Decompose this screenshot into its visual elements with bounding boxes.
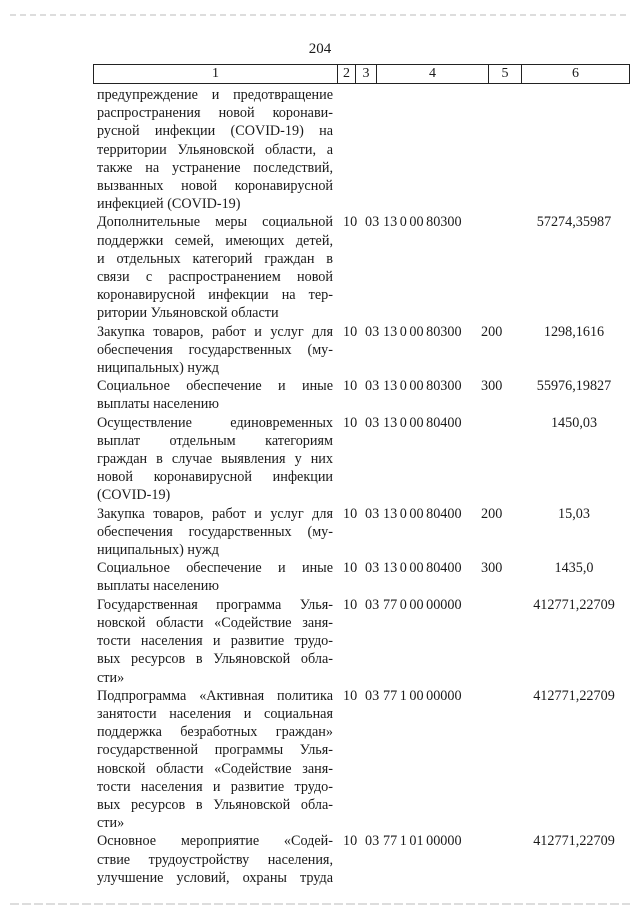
expense-type-code: 200	[481, 323, 503, 340]
section-code: 10	[343, 687, 358, 704]
row-description	[97, 377, 333, 413]
description-line: Подпрограмма «Активная политика	[97, 687, 333, 704]
section-code: 10	[343, 560, 358, 577]
description-line: выплаты населению	[97, 578, 219, 595]
header-col-6: 6	[572, 66, 579, 81]
row-description	[97, 86, 333, 213]
description-line: также на устранение последствий,	[97, 159, 333, 176]
subsection-code: 03	[365, 323, 380, 340]
subsection-code: 03	[365, 414, 380, 431]
description-line: русной инфекции (COVID-19) на	[97, 123, 333, 140]
header-col-5: 5	[489, 65, 522, 83]
description-line: сти»	[97, 815, 125, 832]
row-description	[97, 213, 333, 322]
description-line: улучшение условий, охраны труда	[97, 869, 333, 886]
description-line: Социальное обеспечение и иные	[97, 560, 333, 577]
description-line: обеспечения государственных (му-	[97, 523, 333, 540]
subsection-code: 03	[365, 687, 380, 704]
description-line: ствие трудоустройству населения,	[97, 851, 333, 868]
description-line: Государственная программа Улья-	[97, 596, 333, 613]
subsection-code: 03	[365, 214, 380, 231]
amount: 1435,0	[554, 560, 594, 577]
row-description	[97, 559, 333, 595]
section-code: 10	[343, 414, 358, 431]
description-line: ниципальных) нужд	[97, 360, 219, 377]
description-line: коронавирусной инфекции на тер-	[97, 287, 333, 304]
description-line: тости населения и развитие трудо-	[97, 778, 333, 795]
amount: 412771,22709	[533, 687, 615, 704]
subsection-code: 03	[365, 560, 380, 577]
description-line: территории Ульяновской области, а	[97, 141, 333, 158]
description-line: ниципальных) нужд	[97, 542, 219, 559]
scan-edge-top	[0, 4, 640, 6]
table-row	[97, 687, 632, 833]
table-row	[97, 86, 632, 213]
description-line: инфекцией (COVID-19)	[97, 196, 241, 213]
description-line: связи с распространением новой	[97, 269, 333, 286]
subsection-code: 03	[365, 596, 380, 613]
description-line: Закупка товаров, работ и услуг для	[97, 505, 333, 522]
target-article-code: 13 0 00 80300	[383, 323, 462, 340]
description-line: тости населения и развитие трудо-	[97, 633, 333, 650]
section-code: 10	[343, 323, 358, 340]
description-line: предупреждение и предотвращение	[97, 87, 333, 103]
description-line: вых ресурсов в Ульяновской обла-	[97, 796, 333, 813]
table-row	[97, 377, 632, 413]
amount: 15,03	[558, 505, 590, 522]
table-body	[97, 86, 632, 887]
description-line: вызванных новой коронавирусной	[97, 178, 333, 195]
table-row	[97, 414, 632, 505]
section-code: 10	[343, 505, 358, 522]
header-col-4: 4	[377, 65, 489, 83]
row-description	[97, 505, 333, 560]
description-line: обеспечения государственных (му-	[97, 341, 333, 358]
row-description	[97, 596, 333, 687]
description-line: новой коронавирусной инфекции	[97, 469, 333, 486]
description-line: поддержки семей, имеющих детей,	[97, 232, 333, 249]
description-line: Основное мероприятие «Содей-	[97, 833, 333, 850]
description-line: (COVID-19)	[97, 487, 171, 504]
amount: 55976,19827	[536, 378, 612, 395]
subsection-code: 03	[365, 378, 380, 395]
table-row	[97, 505, 632, 560]
section-code: 10	[343, 378, 358, 395]
target-article-code: 77 1 00 00000	[383, 687, 462, 704]
amount: 412771,22709	[533, 596, 615, 613]
target-article-code: 13 0 00 80400	[383, 505, 462, 522]
description-line: Осуществление единовременных	[97, 414, 333, 431]
table-row	[97, 832, 632, 887]
expense-type-code: 300	[481, 560, 503, 577]
description-line: занятости населения и социальная	[97, 705, 333, 722]
amount: 1450,03	[550, 414, 598, 431]
page-number: 204	[308, 41, 332, 57]
amount: 1298,1616	[543, 323, 605, 340]
header-col-2: 2	[338, 65, 356, 83]
row-description	[97, 832, 333, 887]
row-description	[97, 687, 333, 833]
description-line: государственной программы Улья-	[97, 742, 333, 759]
description-line: Социальное обеспечение и иные	[97, 378, 333, 395]
subsection-code: 03	[365, 505, 380, 522]
table-row	[97, 559, 632, 595]
scan-edge-bottom	[0, 893, 640, 895]
description-line: выплаты населению	[97, 396, 219, 413]
description-line: сти»	[97, 669, 125, 686]
section-code: 10	[343, 214, 358, 231]
target-article-code: 13 0 00 80400	[383, 414, 462, 431]
description-line: граждан в случае выявления у них	[97, 451, 333, 468]
description-line: выплат отдельным категориям	[97, 432, 333, 449]
description-line: новской области «Содействие заня-	[97, 614, 333, 631]
row-description	[97, 414, 333, 505]
target-article-code: 13 0 00 80300	[383, 214, 462, 231]
row-description	[97, 323, 333, 378]
description-line: вых ресурсов в Ульяновской обла-	[97, 651, 333, 668]
subsection-code: 03	[365, 833, 380, 850]
description-line: и отдельных категорий граждан в	[97, 250, 333, 267]
section-code: 10	[343, 596, 358, 613]
description-line: Закупка товаров, работ и услуг для	[97, 323, 333, 340]
description-line: ритории Ульяновской области	[97, 305, 279, 322]
description-line: распространения новой коронави-	[97, 105, 333, 122]
section-code: 10	[343, 833, 358, 850]
expense-type-code: 200	[481, 505, 503, 522]
target-article-code: 13 0 00 80300	[383, 378, 462, 395]
table-header-row	[93, 64, 630, 84]
target-article-code: 77 1 01 00000	[383, 833, 462, 850]
description-line: новской области «Содействие заня-	[97, 760, 333, 777]
target-article-code: 13 0 00 80400	[383, 560, 462, 577]
amount: 57274,35987	[536, 214, 612, 231]
table-row	[97, 323, 632, 378]
header-col-1: 1	[94, 65, 338, 83]
expense-type-code: 300	[481, 378, 503, 395]
description-line: Дополнительные меры социальной	[97, 214, 333, 231]
amount: 412771,22709	[533, 833, 615, 850]
target-article-code: 77 0 00 00000	[383, 596, 462, 613]
table-row	[97, 213, 632, 322]
description-line: поддержка безработных граждан»	[97, 724, 333, 741]
table-row	[97, 596, 632, 687]
header-col-3: 3	[356, 65, 377, 83]
